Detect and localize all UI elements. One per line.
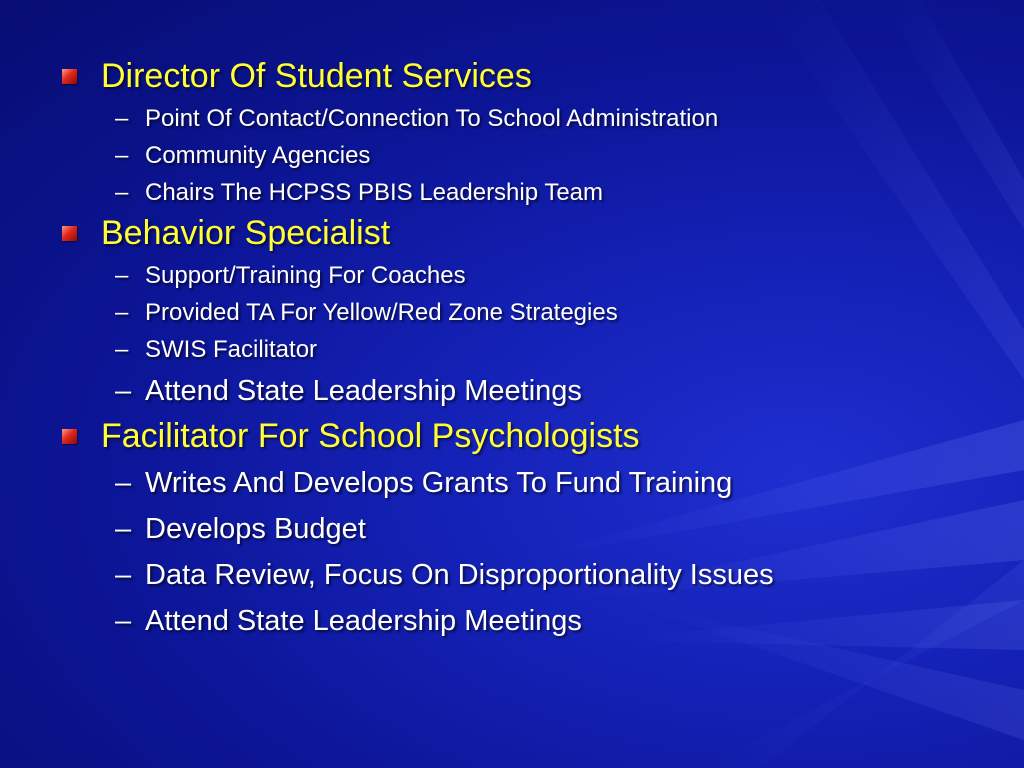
section-heading-text: Behavior Specialist xyxy=(101,214,391,252)
square-bullet-icon xyxy=(62,69,77,84)
bullet-list xyxy=(62,54,1002,644)
section-heading xyxy=(62,211,1002,255)
dash-marker: – xyxy=(115,142,129,169)
list-item xyxy=(62,598,1002,644)
list-item xyxy=(62,137,1002,174)
list-item-text: Develops Budget xyxy=(145,513,366,545)
section-heading xyxy=(62,414,1002,458)
dash-marker: – xyxy=(115,179,129,206)
section-heading-text: Director Of Student Services xyxy=(101,57,532,95)
list-item xyxy=(62,257,1002,294)
list-item-text: Attend State Leadership Meetings xyxy=(145,375,582,407)
dash-marker: – xyxy=(115,105,129,132)
list-item-text: Point Of Contact/Connection To School Administration xyxy=(145,105,719,132)
list-item-text: Provided TA For Yellow/Red Zone Strategies xyxy=(145,299,618,326)
dash-marker: – xyxy=(115,605,132,637)
dash-marker: – xyxy=(115,299,129,326)
list-item-text: SWIS Facilitator xyxy=(145,336,318,363)
dash-marker: – xyxy=(115,375,132,407)
list-item xyxy=(62,368,1002,414)
dash-marker: – xyxy=(115,559,132,591)
list-item xyxy=(62,174,1002,211)
list-item-text: Writes And Develops Grants To Fund Training xyxy=(145,467,733,499)
list-item-text: Data Review, Focus On Disproportionality Issues xyxy=(145,559,774,591)
dash-marker: – xyxy=(115,467,132,499)
list-item-text: Chairs The HCPSS PBIS Leadership Team xyxy=(145,179,604,206)
list-item xyxy=(62,100,1002,137)
section-heading-text: Facilitator For School Psychologists xyxy=(101,417,640,455)
list-item xyxy=(62,460,1002,506)
square-bullet-icon xyxy=(62,429,77,444)
list-item-text: Community Agencies xyxy=(145,142,371,169)
square-bullet-icon xyxy=(62,226,77,241)
list-item-text: Attend State Leadership Meetings xyxy=(145,605,582,637)
dash-marker: – xyxy=(115,262,129,289)
list-item xyxy=(62,331,1002,368)
list-item-text: Support/Training For Coaches xyxy=(145,262,466,289)
dash-marker: – xyxy=(115,513,132,545)
list-item xyxy=(62,294,1002,331)
list-item xyxy=(62,506,1002,552)
section-heading xyxy=(62,54,1002,98)
list-item xyxy=(62,552,1002,598)
dash-marker: – xyxy=(115,336,129,363)
